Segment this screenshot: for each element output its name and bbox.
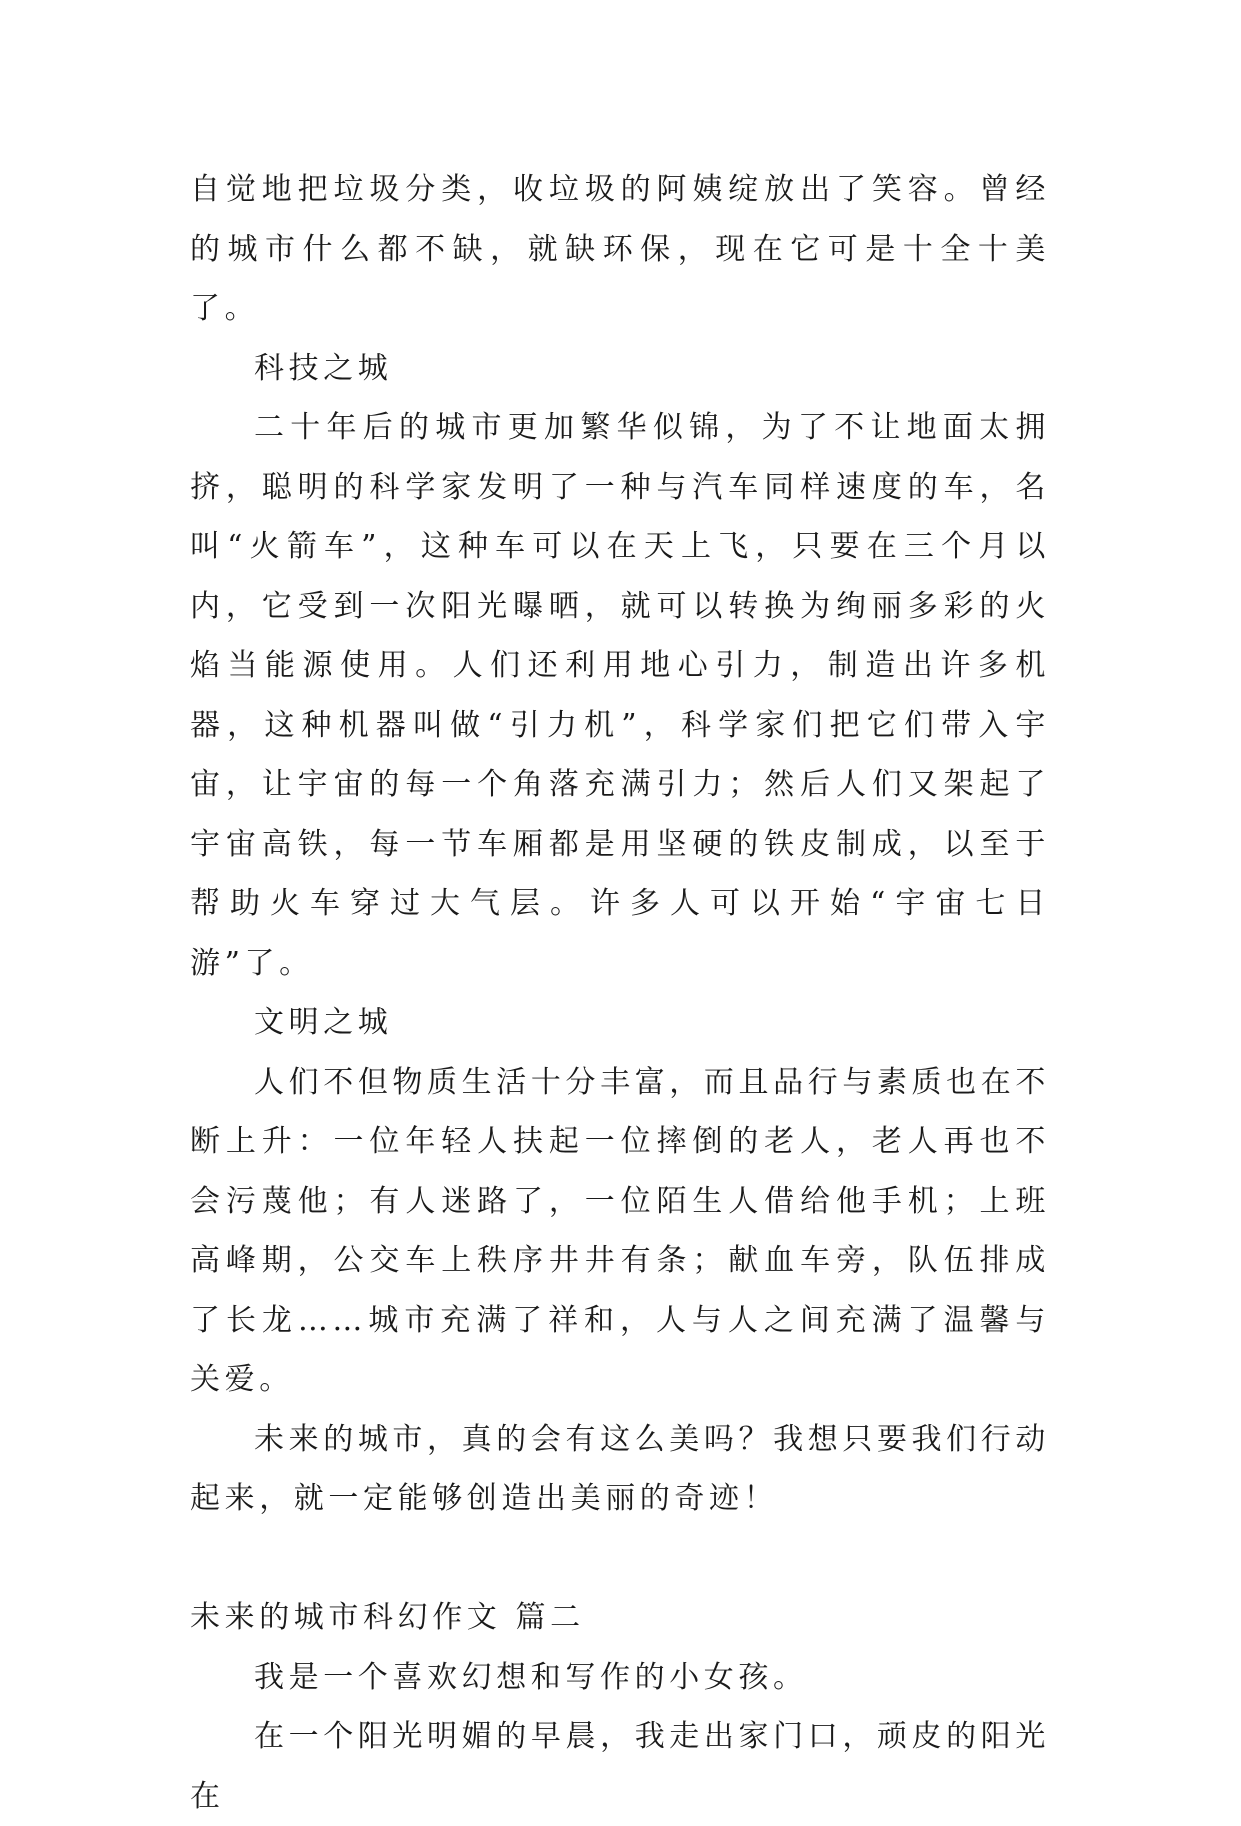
subheading-tech-city: 科技之城: [254, 350, 393, 386]
paragraph-conclusion: 未来的城市，真的会有这么美吗？我想只要我们行动起来，就一定能够创造出美丽的奇迹！: [190, 1421, 1050, 1516]
essay-two-heading: 未来的城市科幻作文 篇二: [190, 1600, 585, 1635]
paragraph-sunny-morning: 在一个阳光明媚的早晨，我走出家门口，顽皮的阳光在: [190, 1719, 1050, 1814]
paragraph-intro-girl: 我是一个喜欢幻想和写作的小女孩。: [254, 1659, 808, 1695]
paragraph-recycling: 自觉地把垃圾分类，收垃圾的阿姨绽放出了笑容。曾经的城市什么都不缺，就缺环保，现在它可是十全十美了。: [190, 172, 1050, 326]
paragraph-civilized-city: 人们不但物质生活十分丰富，而且品行与素质也在不断上升：一位年轻人扶起一位摔倒的老人，老人再也不会污蔑他；有人迷路了，一位陌生人借给他手机；上班高峰期，公交车上秩序井井有条；献血车旁，队伍排成了长龙……城市充满了祥和，人与人之间充满了温馨与关爱。: [190, 1064, 1050, 1397]
document-body: [190, 160, 1050, 1826]
paragraph-tech-city: 二十年后的城市更加繁华似锦，为了不让地面太拥挤，聪明的科学家发明了一种与汽车同样速度的车，名叫“火箭车”，这种车可以在天上飞，只要在三个月以内，它受到一次阳光曝晒，就可以转换为绚丽多彩的火焰当能源使用。人们还利用地心引力，制造出许多机器，这种机器叫做“引力机”，科学家们把它们带入宇宙，让宇宙的每一个角落充满引力；然后人们又架起了宇宙高铁，每一节车厢都是用坚硬的铁皮制成，以至于帮助火车穿过大气层。许多人可以开始“宇宙七日游”了。: [190, 410, 1050, 981]
subheading-civilized-city: 文明之城: [254, 1005, 393, 1040]
